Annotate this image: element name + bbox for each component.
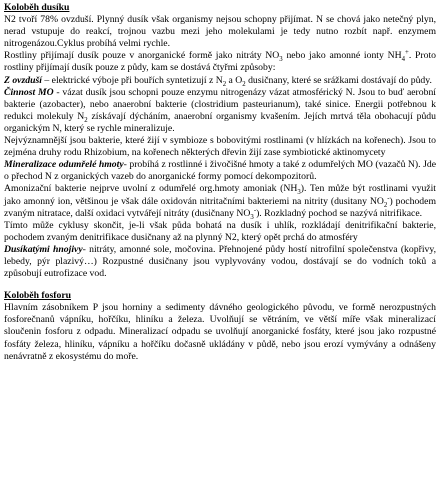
source-microorganisms-paragraph (4, 87, 436, 135)
text-run: dusičnany, které se srážkami dostávají do půdy. (245, 74, 432, 86)
text-run: ) pochodem zvaným nitratace, další oxidaci vytvářejí nitráty (dusičnany NO (4, 195, 436, 219)
text-run: - probíhá z rostlinné i živočišné hmoty a také z odumřelých MO (vazačů N). Jde o přechod N z organických vazeb do anorganické formy pomocí dekompozitorů. (4, 159, 436, 183)
term-microorganisms: Činnost MO (4, 86, 54, 98)
superscript: + (404, 49, 409, 57)
source-fertilizers-paragraph (4, 244, 436, 280)
nitrogen-uptake-paragraph (4, 50, 436, 74)
term-air: Z ovzduší (4, 74, 42, 86)
denitrification-paragraph: Tímto může cyklusy skončit, je-li však půda bohatá na dusík i uhlík, rozkládají denitrifikační bakterie, pochodem zvaným denitrifikace dusičnany až na plynný N2, který opět prchá do atmosféry (4, 219, 436, 243)
text-run: Rostliny přijímají dusík pouze v anorganické formě jako nitráty NO (4, 50, 280, 62)
superscript: - (387, 194, 390, 202)
text-run: - vázat dusík jsou schopni pouze enzymu nitrogenázy vázat atmosférický N. Jsou to buď aerobní bakterie (azobacter), nebo anaerobní bakterie (clostridium pasteurianum), také sinice. Energii potřebnou k redukci molekuly N (4, 86, 436, 122)
source-air-paragraph (4, 75, 436, 87)
phosphorus-cycle-heading: Koloběh fosforu (4, 290, 72, 302)
superscript: - (253, 206, 257, 214)
subscript: 2 (222, 80, 227, 88)
nitrogen-cycle-heading: Koloběh dusíku (4, 2, 70, 13)
text-run: . Proto rostliny přijímají dusík pouze z půdy, kam se dostává čtyřmi způsoby: (4, 50, 436, 74)
text-run: získávají dýcháním, anaerobní organismy kvašením. Jejích mrtvá těla obohacují půdu organickým N, který se rychle mineralizuje. (4, 110, 436, 134)
section-spacer (4, 280, 436, 290)
subscript: 2 (383, 201, 388, 209)
nitrogen-intro-paragraph: N2 tvoří 78% ovzduší. Plynný dusík však organismy nejsou schopny přijímat. N se chová jako netečný plyn, nerad vstupuje do reakcí, trojnou vazbu mezi jeho molekulami je tedy nutno rozbít např. enzymem nitrogenázou.Cyklus probíhá velmi rychle. (4, 14, 436, 50)
subscript: 3 (279, 56, 283, 64)
source-mineralization-paragraph (4, 159, 436, 183)
text-run: ). Rozkladný pochod se nazývá nitrifikace. (256, 207, 423, 219)
text-run: - nitráty, amonné sole, močovina. Přehnojené půdy hostí nitrofilní společenstva (kopřivy, lebedy, pýr plazivý…) Rozpustné dusičnany jsou vyplyvovány vodou, dostávají se do vodních toků a způsobují eutrofizace vod. (4, 243, 436, 280)
subscript: 3 (297, 189, 301, 197)
text-run: a O (226, 74, 243, 86)
term-fertilizers: Dusíkatými hnojivy (4, 243, 83, 255)
symbiosis-paragraph: Nejvýznamnější jsou bakterie, které žijí v symbioze s bobovitými rostlinami (v hlízkách na kořenech). Jsou to zejména druhy rodu Rhizobium, na kořenech některých dřevin žijí zase symbiotické aktinomycety (4, 135, 436, 159)
term-mineralization: Mineralizace odumřelé hmoty (4, 159, 124, 171)
subscript: 3 (250, 213, 254, 221)
text-run: ). Ten může být rostlinami využit jako amonný ion, většinou je však dále oxidován nitritačními bakteriemi na nitrity (dusitany NO (4, 183, 436, 207)
text-run: – elektrické výboje při bouřích syntetizují z N (41, 74, 223, 86)
text-run: nebo jako amonné ionty NH (282, 50, 402, 62)
subscript: 4 (401, 56, 405, 64)
subscript: 2 (84, 116, 88, 124)
phosphorus-paragraph: Hlavním zásobníkem P jsou horniny a sedimenty dávného geologického původu, ve formě nerozpustných fosforečnanů vápníku, hořčíku, hliníku a železa. Uvolňují se větráním, ve větší míře však mineralizací sloučenin fosforu z odpadu. Mineralizací odpadu se uvolňují anorganické fosfáty, které jsou jako rozpustné fosfáty železa, hliníku, vápníku a hořčíku dočasně ukládány v půdě, nebo jsou erozí vymývány a odnášeny nenávratně z ekosystému do moře. (4, 302, 436, 362)
subscript: 2 (242, 80, 246, 88)
ammonification-paragraph (4, 183, 436, 219)
text-run: Amonizační bakterie nejprve uvolní z odumřelé org.hmoty amoniak (NH (4, 183, 298, 195)
